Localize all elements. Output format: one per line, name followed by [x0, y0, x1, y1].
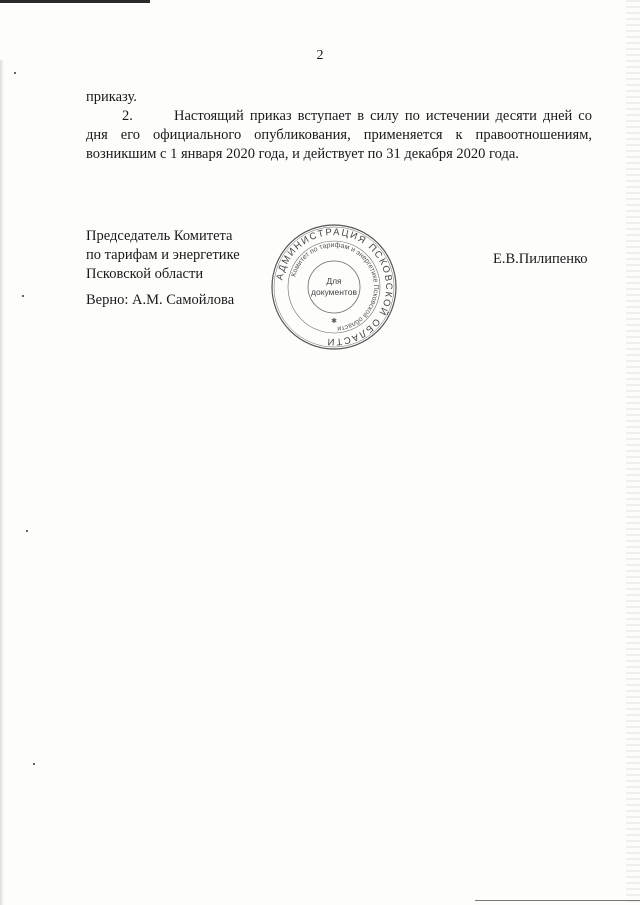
clause-2 — [86, 107, 592, 164]
signatory-name: Е.В.Пилипенко — [493, 251, 588, 267]
scan-artifact-right — [626, 0, 640, 905]
verified-copy-note: Верно: А.М. Самойлова — [86, 292, 235, 308]
clause-number: 2. — [122, 108, 133, 124]
scan-artifact-bottom — [475, 900, 640, 901]
scan-speck — [33, 763, 35, 765]
position-line: Председатель Комитета — [86, 228, 233, 244]
position-line: Псковской области — [86, 266, 204, 282]
page-number: 2 — [316, 48, 324, 63]
seal-center-line1: Для — [326, 276, 342, 286]
seal-inner-text: Комитет по тарифам и энергетике Псковской области — [290, 241, 380, 332]
seal-center-line2: документов — [311, 287, 357, 297]
body-text — [86, 88, 592, 164]
clause-text: Настоящий приказ вступает в силу по истечении десяти дней со дня его официального опубликования, применяется к правоотношениям, возникшим с 1 января 2020 года, и действует по 31 декабря 2020 года. — [86, 108, 592, 162]
scan-artifact-top — [0, 0, 150, 3]
scan-speck — [26, 530, 28, 532]
seal-star-icon: ✱ — [331, 317, 337, 325]
official-seal — [270, 223, 398, 351]
scan-artifact-left — [0, 60, 4, 905]
scan-speck — [22, 295, 24, 297]
position-line: по тарифам и энергетике — [86, 247, 240, 263]
signatory-position — [86, 227, 240, 284]
seal-outer-text: АДМИНИСТРАЦИЯ ПСКОВСКОЙ ОБЛАСТИ — [274, 226, 395, 348]
continuation-line: приказу. — [86, 89, 137, 105]
scan-speck — [14, 72, 16, 74]
